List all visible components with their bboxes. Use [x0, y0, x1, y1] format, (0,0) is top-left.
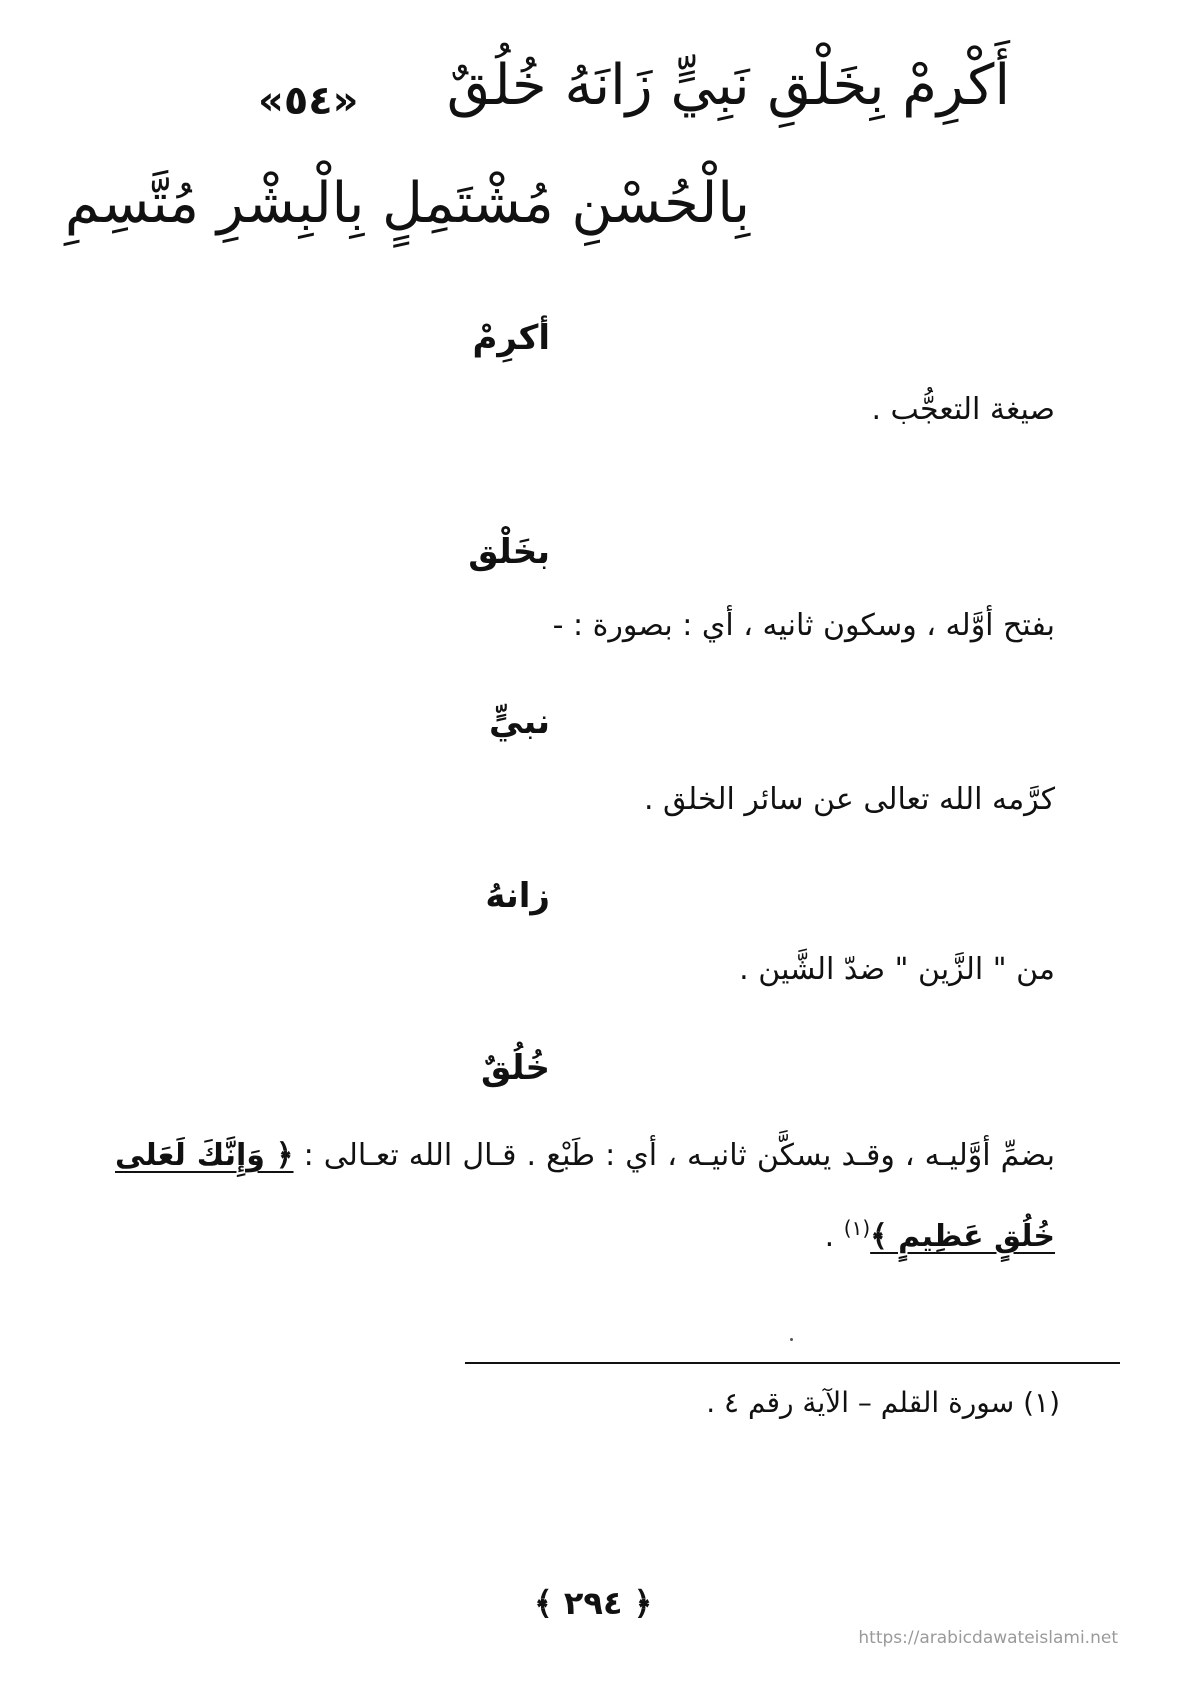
- quran-verse: ﴿ وَإِنَّكَ لَعَلى خُلُقٍ عَظِيمٍ ﴾: [115, 1138, 1055, 1254]
- watermark-url: https://arabicdawateislami.net: [858, 1628, 1118, 1648]
- explanation-akrim: صيغة التعجُّب .: [871, 392, 1055, 427]
- explanation-nabiyy: كرَّمه الله تعالى عن سائر الخلق .: [643, 782, 1055, 817]
- term-bikhalq: بخَلْق: [468, 532, 550, 572]
- page-number: ﴿ ٢٩٤ ﴾: [534, 1584, 653, 1622]
- explanation-khuluq: [115, 1120, 1055, 1273]
- explanation-zanahu: من " الزَّين " ضدّ الشَّين .: [739, 952, 1055, 987]
- verse-line-2: بِالْحُسْنِ مُشْتَمِلٍ بِالْبِشْرِ مُتَّسِمِ: [64, 171, 750, 236]
- verse-number: «٥٤»: [258, 78, 359, 124]
- explanation-khuluq-suffix: .: [824, 1219, 835, 1254]
- verse-line-1: أَكْرِمْ بِخَلْقِ نَبِيٍّ زَانَهُ خُلُقٌ: [446, 53, 1010, 118]
- explanation-bikhalq: بفتح أوَّله ، وسكون ثانيه ، أي : بصورة : -: [552, 608, 1055, 643]
- term-akrim: أكرِمْ: [472, 318, 550, 358]
- explanation-khuluq-prefix: بضمِّ أوَّليـه ، وقـد يسكَّن ثانيـه ، أي : طَبْع . قـال الله تعـالى :: [303, 1138, 1055, 1173]
- footnote-ref: (١): [843, 1216, 871, 1240]
- term-zanahu: زانهُ: [485, 876, 550, 916]
- footnote-text: (١) سورة القلم – الآية رقم ٤ .: [706, 1386, 1060, 1419]
- stray-dot: [790, 1338, 793, 1341]
- term-khuluq: خُلُقٌ: [480, 1048, 550, 1088]
- term-nabiyy: نبيٍّ: [488, 702, 550, 742]
- footnote-divider: [465, 1362, 1120, 1364]
